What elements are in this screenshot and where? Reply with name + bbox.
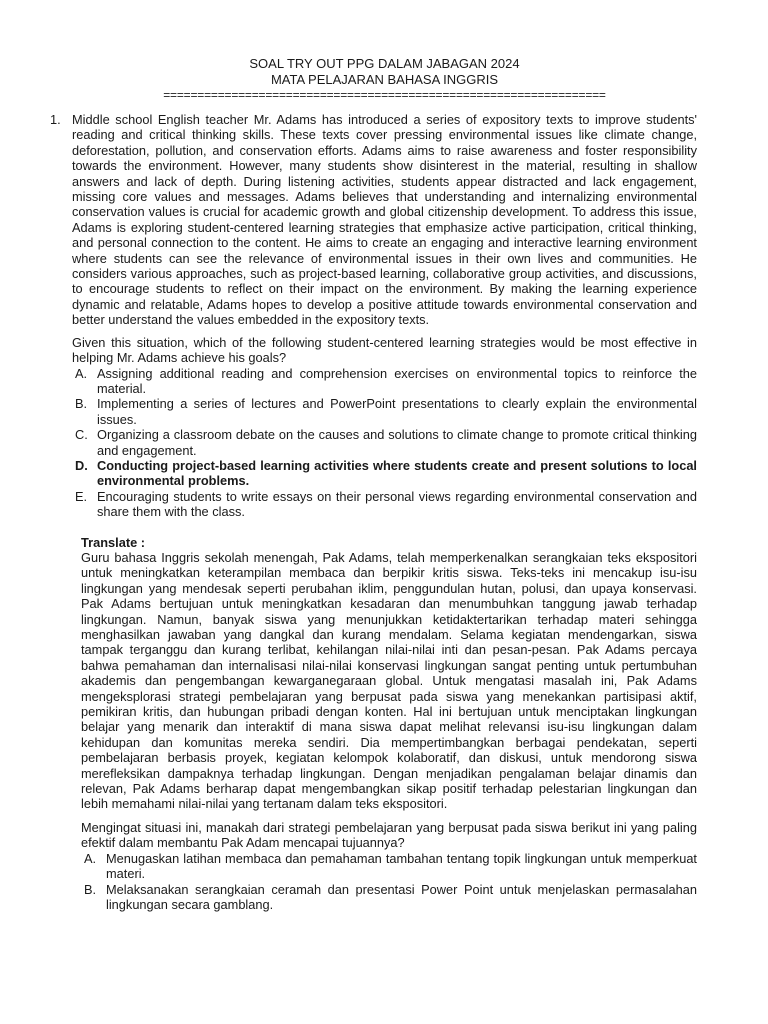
question-1 [50,112,697,520]
option-text: Conducting project-based learning activities where students create and present solutions to local environmental problems. [97,457,697,489]
translation-passage: Guru bahasa Inggris sekolah menengah, Pak Adams, telah memperkenalkan serangkaian teks ekspositori untuk meningkatkan keterampilan membaca dan berpikir kritis siswa. Teks-teks ini mencakup isu-isu lingkungan yang mendesak seperti perubahan iklim, penggundulan hutan, polusi, dan upaya konservasi. Pak Adams bertujuan untuk meningkatkan kesadaran dan menumbuhkan tanggung jawab terhadap lingkungan. Namun, banyak siswa yang menunjukkan ketidaktertarikan terhadap materi sehingga menghasilkan jawaban yang dangkal dan kurang mendalam. Selama kegiatan mendengarkan, siswa tampak terganggu dan kurang terlibat, kehilangan nilai-nilai inti dan pesan-pesan. Pak Adams percaya bahwa pemahaman dan internalisasi nilai-nilai konservasi lingkungan sangat penting untuk pertumbuhan akademis dan pengembangan kewarganegaraan global. Untuk mengatasi masalah ini, Pak Adams mengeksplorasi strategi pembelajaran yang berpusat pada siswa yang menekankan partisipasi aktif, pemikiran kritis, dan hubungan pribadi dengan konten. Hal ini bertujuan untuk menciptakan lingkungan belajar yang menarik dan interaktif di mana siswa dapat melihat relevansi isu-isu lingkungan dalam kehidupan dan komunitas mereka sendiri. Dia mempertimbangkan berbagai pendekatan, seperti pembelajaran berbasis proyek, kegiatan kelompok kolaboratif, dan diskusi, untuk mendorong siswa merefleksikan dampaknya terhadap lingkungan. Dengan menjadikan pengalaman belajar dinamis dan relevan, Pak Adams berharap dapat mengembangkan sikap positif terhadap pelestarian lingkungan dan lebih memahami nilai-nilai yang tertanam dalam teks ekspositori. [81,549,697,812]
question-passage: Middle school English teacher Mr. Adams has introduced a series of expository texts to improve students' reading and critical thinking skills. These texts cover pressing environmental issues like climate change, deforestation, pollution, and conservation efforts. Adams aims to raise awareness and foster responsibility towards the environment. However, many students show disinterest in the material, resulting in shallow answers and lack of depth. During listening activities, students appear distracted and lack engagement, missing core values and messages. Adams believes that understanding and internalizing environmental conservation values is crucial for academic growth and global citizenship development. To address this issue, Adams is exploring student-centered learning strategies that emphasize active participation, critical thinking, and personal connection to the content. He aims to create an engaging and interactive learning environment where students can see the relevance of environmental issues in their own lives and communities. He considers various approaches, such as project-based learning, collaborative group activities, and discussions, to encourage students to reflect on their impact on the environment. By making the learning experience dynamic and relatable, Adams hopes to develop a positive attitude towards environmental conservation and better understand the values embedded in the expository texts. [72,112,697,328]
translation-stem: Mengingat situasi ini, manakah dari strategi pembelajaran yang berpusat pada siswa berikut ini yang paling efektif dalam membantu Pak Adam mencapai tujuannya? [81,819,697,851]
option-e [72,489,697,520]
translation-title: Translate : [81,534,146,550]
option-a [72,366,697,397]
translation-section [81,535,697,913]
answer-options [72,366,697,520]
translation-option-b [81,882,697,913]
option-letter: C. [75,427,88,443]
option-letter: E. [75,488,88,504]
option-letter: A. [84,850,97,866]
option-text: Melaksanakan serangkaian ceramah dan presentasi Power Point untuk menjelaskan permasalahan lingkungan secara gamblang. [106,881,697,912]
option-c [72,427,697,458]
option-text: Menugaskan latihan membaca dan pemahaman tambahan tentang topik lingkungan untuk memperkuat materi. [106,850,697,882]
translation-options [81,851,697,913]
option-letter: D. [75,457,88,473]
option-text: Assigning additional reading and comprehension exercises on environmental topics to reinforce the material. [97,365,697,396]
option-letter: B. [75,396,88,412]
option-text: Implementing a series of lectures and PowerPoint presentations to clearly explain the environmental issues. [97,396,697,427]
option-letter: A. [75,365,88,381]
question-number: 1. [50,112,61,127]
option-text: Organizing a classroom debate on the causes and solutions to climate change to promote critical thinking and engagement. [97,427,697,458]
doc-subject: MATA PELAJARAN BAHASA INGGRIS [270,72,499,87]
translation-option-a [81,851,697,882]
option-letter: B. [84,881,97,897]
option-text: Encouraging students to write essays on their personal views regarding environmental conservation and share them with the class. [97,488,697,520]
separator-line: ================================================================= [163,88,606,102]
option-b [72,396,697,427]
option-d-correct [72,458,697,489]
question-stem: Given this situation, which of the following student-centered learning strategies would be most effective in helping Mr. Adams achieve his goals? [72,334,697,366]
doc-title: SOAL TRY OUT PPG DALAM JABAGAN 2024 [249,56,520,71]
